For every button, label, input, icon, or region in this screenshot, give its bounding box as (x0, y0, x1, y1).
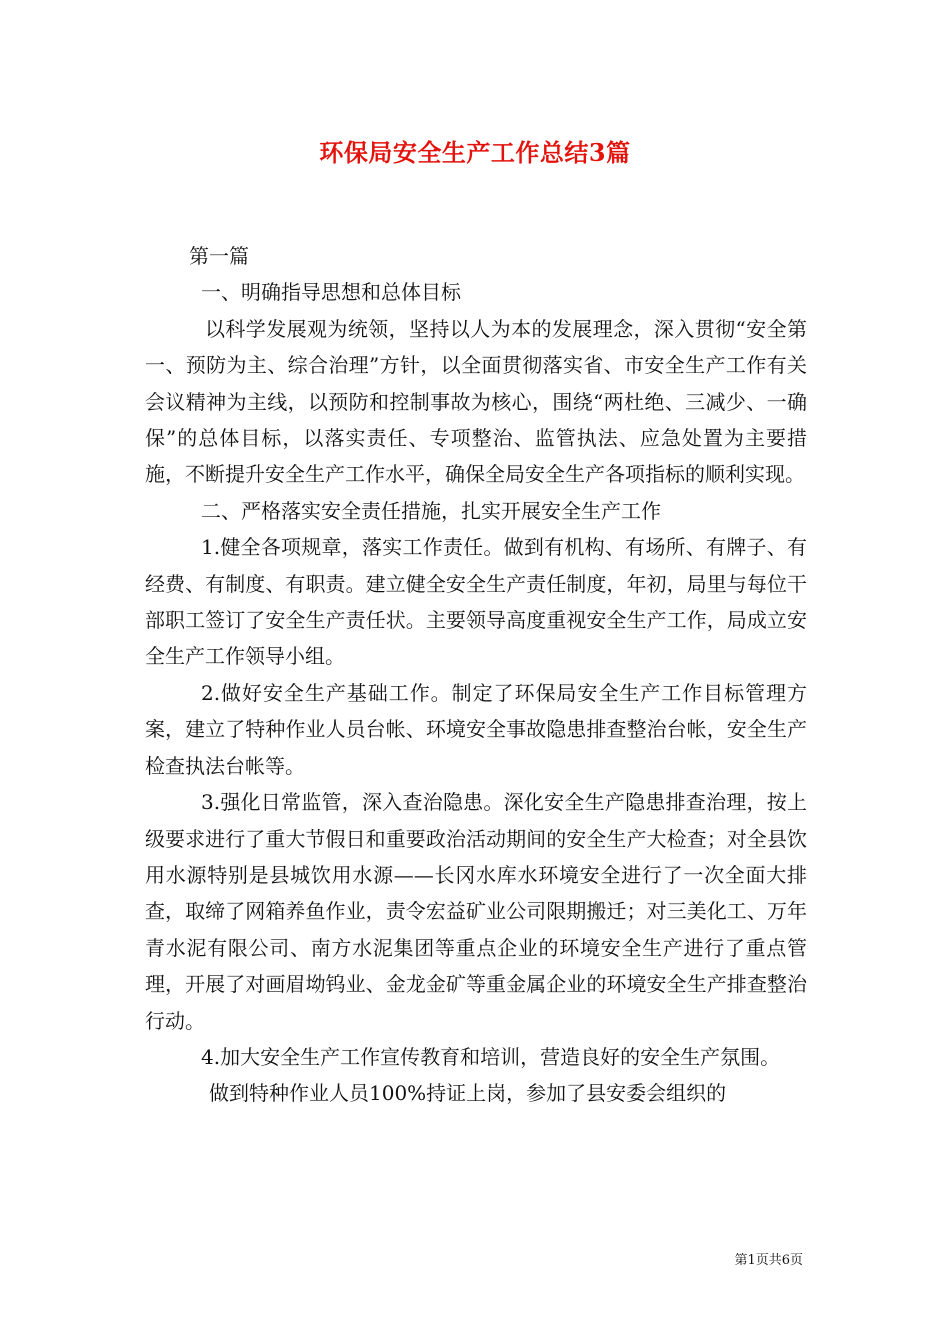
paragraph-daily-supervision: 3.强化日常监管，深入查治隐患。深化安全生产隐患排查治理，按上级要求进行了重大节假日和重要政治活动期间的安全生产大检查；对全县饮用水源特别是县城饮用水源——长冈水库水环境安全进行了一次全面大排查，取缔了网箱养鱼作业，责令宏益矿业公司限期搬迁；对三美化工、万年青水泥有限公司、南方水泥集团等重点企业的环境安全生产进行了重点管理，开展了对画眉坳钨业、金龙金矿等重金属企业的环境安全生产排查整治行动。 (145, 790, 807, 1033)
page-number-footer: 第1页共6页 (734, 1253, 803, 1268)
document-body (145, 238, 807, 1112)
paragraph-guiding-ideology: 以科学发展观为统领，坚持以人为本的发展理念，深入贯彻“安全第一、预防为主、综合治理”方针，以全面贯彻落实省、市安全生产工作有关会议精神为主线，以预防和控制事故为核心，围绕“两杜绝、三减少、一确保”的总体目标，以落实责任、专项整治、监管执法、应急处置为主要措施，不断提升安全生产工作水平，确保全局安全生产各项指标的顺利实现。 (145, 316, 807, 487)
section-label: 第一篇 (189, 244, 249, 268)
paragraph-foundation-work: 2.做好安全生产基础工作。制定了环保局安全生产工作目标管理方案，建立了特种作业人员台帐、环境安全事故隐患排查整治台帐，安全生产检查执法台帐等。 (145, 680, 807, 778)
paragraph-certification: 做到特种作业人员100%持证上岗，参加了县安委会组织的 (209, 1081, 727, 1106)
paragraph-publicity-training: 4.加大安全生产工作宣传教育和培训，营造良好的安全生产氛围。 (201, 1044, 781, 1069)
document-title: 环保局安全生产工作总结3篇 (319, 138, 631, 167)
paragraph-rules-responsibility: 1.健全各项规章，落实工作责任。做到有机构、有场所、有牌子、有经费、有制度、有职责。建立健全安全生产责任制度，年初，局里与每位干部职工签订了安全生产责任状。主要领导高度重视安全生产工作，局成立安全生产工作领导小组。 (145, 535, 807, 669)
heading-guiding-ideology: 一、明确指导思想和总体目标 (201, 280, 461, 305)
heading-safety-measures: 二、严格落实安全责任措施，扎实开展安全生产工作 (201, 498, 661, 523)
